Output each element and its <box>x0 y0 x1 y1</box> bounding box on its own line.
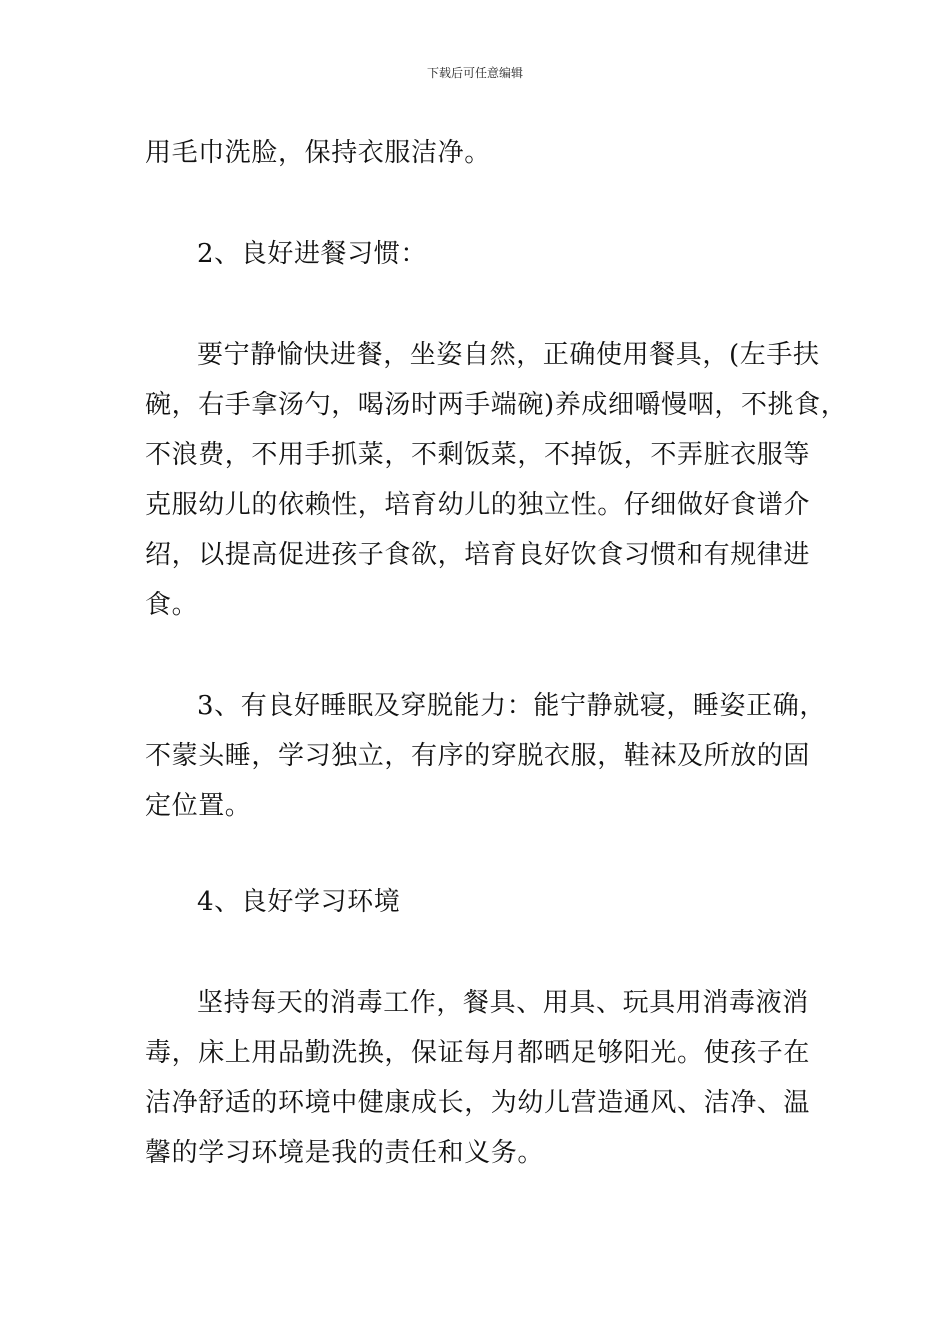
paragraph-line: 馨的学习环境是我的责任和义务。 <box>145 1138 545 1168</box>
paragraph-line: 用毛巾洗脸，保持衣服洁净。 <box>145 138 491 168</box>
paragraph-line: 不浪费，不用手抓菜，不剩饭菜，不掉饭，不弄脏衣服等 <box>145 440 811 470</box>
paragraph-line: 定位置。 <box>145 791 252 821</box>
paragraph-line: 坚持每天的消毒工作，餐具、用具、玩具用消毒液消 <box>197 988 809 1018</box>
paragraph-line: 不蒙头睡，学习独立，有序的穿脱衣服，鞋袜及所放的固 <box>145 741 811 771</box>
header-note: 下载后可任意编辑 <box>426 66 523 80</box>
section-heading: 2、良好进餐习惯： <box>197 239 427 269</box>
paragraph-line: 绍，以提高促进孩子食欲，培育良好饮食习惯和有规律进 <box>145 540 811 570</box>
paragraph-line: 洁净舒适的环境中健康成长，为幼儿营造通风、洁净、温 <box>145 1088 811 1118</box>
paragraph-line: 毒，床上用品勤洗换，保证每月都晒足够阳光。使孩子在 <box>145 1038 811 1068</box>
section-heading: 4、良好学习环境 <box>197 887 401 917</box>
paragraph-line: 克服幼儿的依赖性，培育幼儿的独立性。仔细做好食谱介 <box>145 490 811 520</box>
paragraph-line: 碗，右手拿汤勺，喝汤时两手端碗)养成细嚼慢咽，不挑食， <box>145 390 848 420</box>
paragraph-line: 要宁静愉快进餐，坐姿自然，正确使用餐具，(左手扶 <box>197 340 820 370</box>
section-heading: 3、有良好睡眠及穿脱能力：能宁静就寝，睡姿正确， <box>197 691 826 721</box>
paragraph-line: 食。 <box>145 590 199 620</box>
